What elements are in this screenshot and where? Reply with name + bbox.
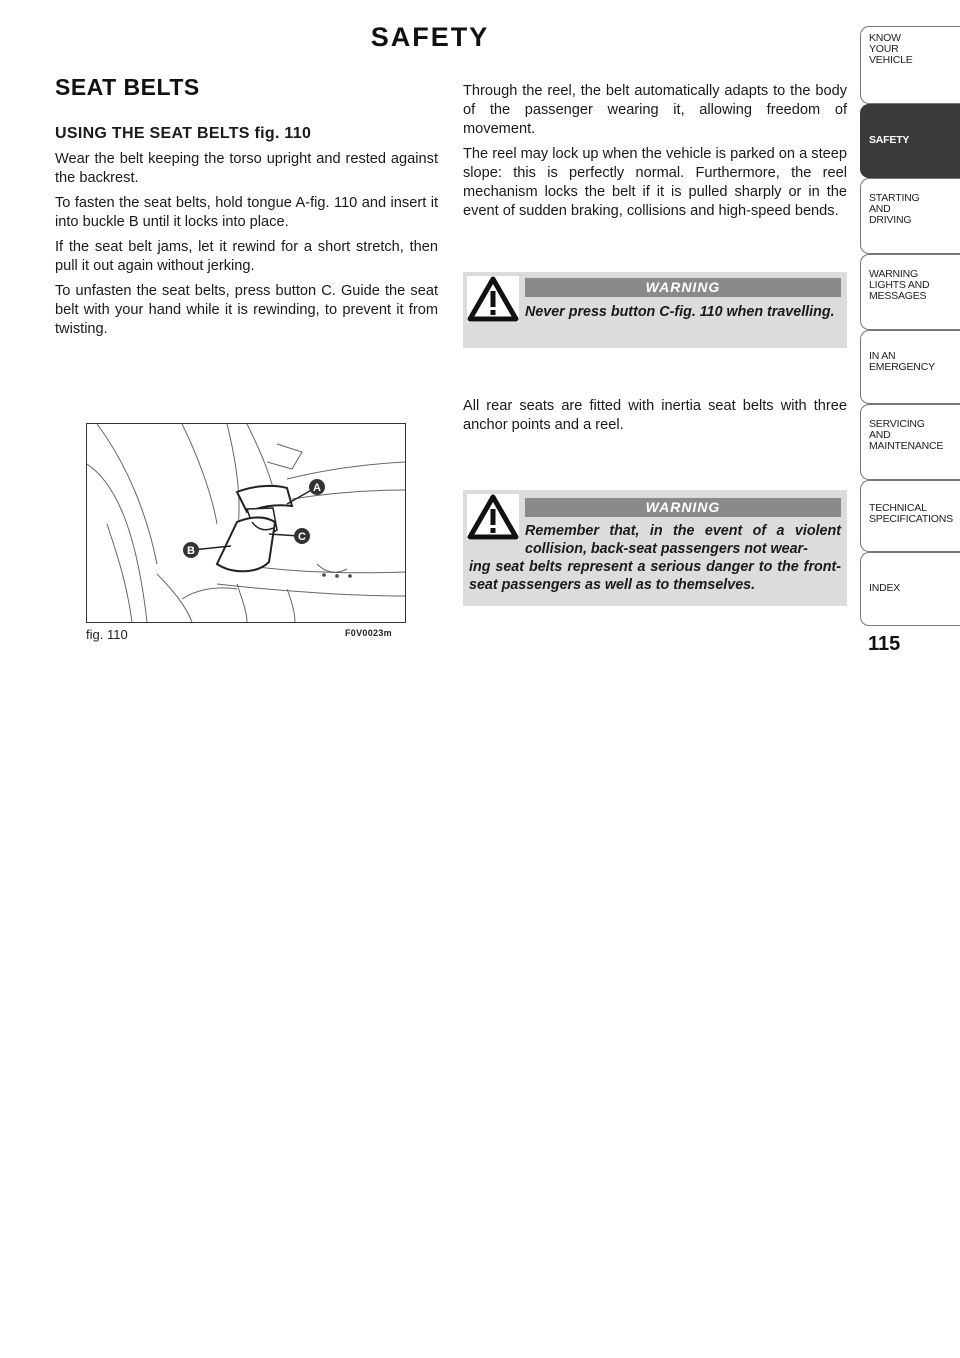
warning-text: Remember that, in the event of a violent collision, back-seat passengers not wear- (525, 523, 841, 557)
paragraph: All rear seats are fitted with inertia seat belts with three anchor points and a reel. (463, 398, 847, 433)
figure-caption: fig. 110 (86, 627, 128, 642)
subsection-title: USING THE SEAT BELTS fig. 110 (55, 125, 312, 142)
warning-heading: WARNING (525, 278, 841, 297)
warning-triangle-icon (467, 276, 519, 322)
right-column (463, 82, 847, 227)
paragraph: To fasten the seat belts, hold tongue A-fig. 110 and insert it into buckle B until it locks into place. (55, 195, 438, 230)
left-column (55, 124, 438, 345)
section-title: SEAT BELTS (55, 74, 200, 100)
tab-know-your-vehicle[interactable]: KNOW YOUR VEHICLE (860, 26, 960, 104)
paragraph: To unfasten the seat belts, press button C. Guide the seat belt with your hand while it is rewinding, to prevent it from twisting. (55, 283, 438, 337)
paragraph: If the seat belt jams, let it rewind for a short stretch, then pull it out again without jerking. (55, 239, 438, 274)
page-title: SAFETY (370, 22, 490, 52)
warning-text: Never press button C-fig. 110 when travelling. (525, 304, 835, 320)
warning-triangle-icon (467, 494, 519, 540)
tab-warning-lights[interactable]: WARNING LIGHTS AND MESSAGES (860, 254, 960, 330)
paragraph: The reel may lock up when the vehicle is parked on a steep slope: this is perfectly normal. Furthermore, the reel mechanism locks the belt if it is pulled sharply or in the event of sudden braking, collisions and high-speed bends. (463, 146, 847, 219)
paragraph: Through the reel, the belt automatically adapts to the body of the passenger wearing it, allowing freedom of movement. (463, 83, 847, 137)
seat-belt-illustration (87, 424, 405, 622)
seat-belt-figure (86, 423, 406, 623)
label-a: A (313, 482, 321, 494)
warning-text: ing seat belts represent a serious danger to the front-seat passengers as well as to themselves. (469, 559, 841, 593)
label-c: C (298, 531, 306, 543)
tab-starting-and-driving[interactable]: STARTING AND DRIVING (860, 178, 960, 254)
figure-code: F0V0023m (345, 628, 392, 638)
warning-heading: WARNING (525, 498, 841, 517)
page-number: 115 (868, 633, 901, 655)
label-b: B (187, 545, 195, 557)
tab-safety[interactable]: SAFETY (860, 104, 960, 178)
tab-technical-specifications[interactable]: TECHNICAL SPECIFICATIONS (860, 480, 960, 552)
paragraph: Wear the belt keeping the torso upright and rested against the backrest. (55, 151, 438, 186)
tab-index[interactable]: INDEX (860, 552, 960, 626)
warning-box (463, 272, 847, 348)
warning-box (463, 490, 847, 606)
tab-in-an-emergency[interactable]: IN AN EMERGENCY (860, 330, 960, 404)
tab-servicing-and-maintenance[interactable]: SERVICING AND MAINTENANCE (860, 404, 960, 480)
